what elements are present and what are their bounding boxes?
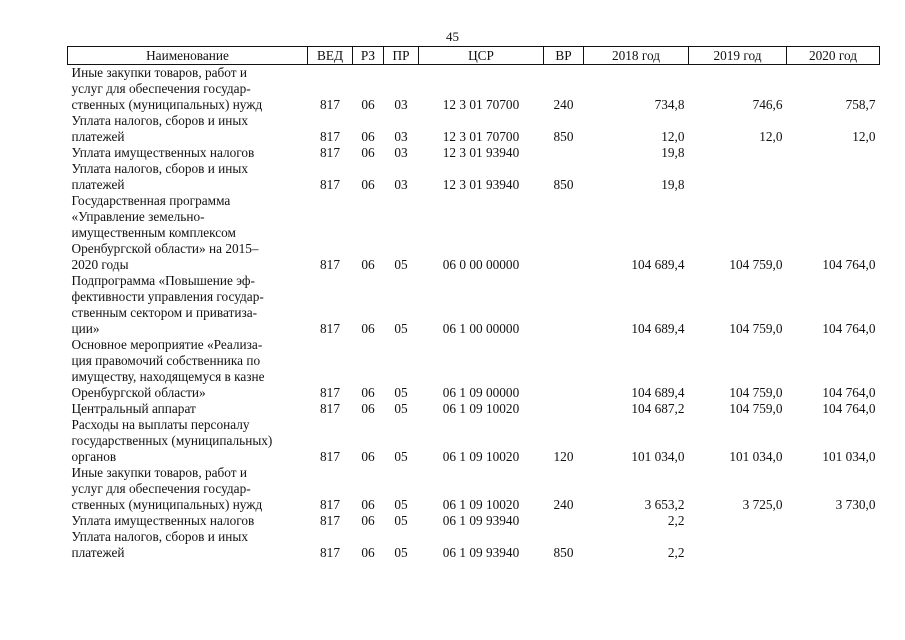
header-pr: ПР [384,47,419,65]
row-rz: 06 [361,257,375,272]
row-pr: 05 [394,497,408,512]
row-csr: 06 1 09 10020 [442,497,520,512]
header-csr: ЦСР [419,47,544,65]
table-row [68,65,880,114]
row-2020: 104 764,0 [822,321,876,336]
row-2019: 3 725,0 [742,497,783,512]
row-2020: 758,7 [845,97,876,112]
row-name: Государственная программа «Управление земельно- имущественным комплексом Оренбургской области» на 2015– 2020 годы [71,193,259,272]
row-pr: 05 [394,545,408,560]
row-vr [544,337,584,401]
row-rz: 06 [361,401,375,416]
row-vr [544,273,584,337]
row-pr: 05 [394,401,408,416]
row-2018: 101 034,0 [631,449,685,464]
row-ved: 817 [320,449,340,464]
budget-table [67,46,880,561]
row-csr: 06 1 09 93940 [442,513,520,528]
row-vr [544,513,584,529]
table-row [68,337,880,401]
row-2019 [689,161,787,193]
table-header [68,47,880,65]
row-2018: 104 689,4 [631,385,685,400]
header-name: Наименование [68,47,308,65]
row-2019 [689,529,787,561]
row-vr: 850 [553,177,574,192]
row-vr: 850 [553,129,574,144]
row-2020 [787,513,880,529]
header-2019: 2019 год [689,47,787,65]
row-name: Иные закупки товаров, работ и услуг для обеспечения государ- ственных (муниципальных) нужд [71,65,263,112]
row-ved: 817 [320,257,340,272]
row-2020: 101 034,0 [822,449,876,464]
table-row [68,529,880,561]
row-2020 [787,145,880,161]
table-row [68,513,880,529]
table-row [68,273,880,337]
row-2020: 104 764,0 [822,385,876,400]
row-rz: 06 [361,513,375,528]
row-pr: 05 [394,257,408,272]
row-2018: 104 689,4 [631,257,685,272]
row-csr: 06 0 00 00000 [442,257,520,272]
row-pr: 05 [394,385,408,400]
header-rz: РЗ [353,47,384,65]
row-rz: 06 [361,497,375,512]
row-csr: 12 3 01 93940 [442,145,520,160]
row-vr: 850 [553,545,574,560]
row-name: Уплата налогов, сборов и иных платежей [71,161,249,192]
row-2020 [787,161,880,193]
row-2020: 104 764,0 [822,257,876,272]
row-csr: 12 3 01 70700 [442,97,520,112]
row-name: Основное мероприятие «Реализа- ция правомочий собственника по имуществу, находящемуся в казне Оренбургской области» [71,337,265,400]
row-vr: 240 [553,97,574,112]
row-2018: 12,0 [661,129,685,144]
header-ved: ВЕД [308,47,353,65]
row-2019: 746,6 [752,97,783,112]
row-rz: 06 [361,129,375,144]
row-rz: 06 [361,449,375,464]
row-ved: 817 [320,177,340,192]
row-pr: 03 [394,129,408,144]
row-name: Уплата налогов, сборов и иных платежей [71,529,249,560]
row-pr: 05 [394,449,408,464]
header-vr: ВР [544,47,584,65]
table-row [68,193,880,273]
row-name: Уплата имущественных налогов [71,145,255,160]
row-2018: 2,2 [667,545,685,560]
row-2020: 12,0 [852,129,876,144]
row-csr: 12 3 01 70700 [442,129,520,144]
row-ved: 817 [320,545,340,560]
row-name: Центральный аппарат [71,401,196,416]
row-2018: 734,8 [654,97,685,112]
header-2020: 2020 год [787,47,880,65]
row-pr: 05 [394,513,408,528]
row-2019 [689,513,787,529]
row-vr: 240 [553,497,574,512]
row-2019: 101 034,0 [729,449,783,464]
row-pr: 03 [394,97,408,112]
row-rz: 06 [361,385,375,400]
row-2018: 19,8 [661,177,685,192]
row-pr: 03 [394,145,408,160]
row-2018: 2,2 [667,513,685,528]
row-pr: 03 [394,177,408,192]
row-ved: 817 [320,321,340,336]
header-2018: 2018 год [584,47,689,65]
row-ved: 817 [320,145,340,160]
row-2019: 104 759,0 [729,257,783,272]
row-2019: 104 759,0 [729,401,783,416]
row-rz: 06 [361,321,375,336]
table-row [68,401,880,417]
row-vr [544,145,584,161]
row-name: Подпрограмма «Повышение эф- фективности управления государ- ственным сектором и приватиза- ции» [71,273,264,336]
row-ved: 817 [320,513,340,528]
row-csr: 06 1 09 00000 [442,385,520,400]
row-name: Уплата налогов, сборов и иных платежей [71,113,249,144]
row-ved: 817 [320,97,340,112]
row-2018: 19,8 [661,145,685,160]
row-ved: 817 [320,401,340,416]
table-body [68,65,880,562]
row-ved: 817 [320,385,340,400]
row-vr [544,401,584,417]
row-2018: 3 653,2 [644,497,685,512]
row-csr: 06 1 09 10020 [442,401,520,416]
row-2019: 104 759,0 [729,385,783,400]
row-2020: 104 764,0 [822,401,876,416]
row-rz: 06 [361,145,375,160]
table-row [68,465,880,513]
table-row [68,145,880,161]
row-pr: 05 [394,321,408,336]
row-2018: 104 687,2 [631,401,685,416]
row-name: Уплата имущественных налогов [71,513,255,528]
row-2019: 12,0 [759,129,783,144]
row-2019: 104 759,0 [729,321,783,336]
table-row [68,417,880,465]
row-csr: 06 1 09 93940 [442,545,520,560]
row-vr [544,193,584,273]
row-vr: 120 [553,449,574,464]
row-ved: 817 [320,497,340,512]
row-2020: 3 730,0 [835,497,876,512]
row-rz: 06 [361,177,375,192]
row-name: Иные закупки товаров, работ и услуг для обеспечения государ- ственных (муниципальных) нужд [71,465,263,512]
row-csr: 06 1 00 00000 [442,321,520,336]
table-row [68,161,880,193]
table-row [68,113,880,145]
row-2020 [787,529,880,561]
row-name: Расходы на выплаты персоналу государственных (муниципальных) органов [71,417,273,464]
row-rz: 06 [361,97,375,112]
row-csr: 06 1 09 10020 [442,449,520,464]
row-rz: 06 [361,545,375,560]
row-2019 [689,145,787,161]
row-2018: 104 689,4 [631,321,685,336]
page-number: 45 [446,29,459,44]
row-ved: 817 [320,129,340,144]
row-csr: 12 3 01 93940 [442,177,520,192]
